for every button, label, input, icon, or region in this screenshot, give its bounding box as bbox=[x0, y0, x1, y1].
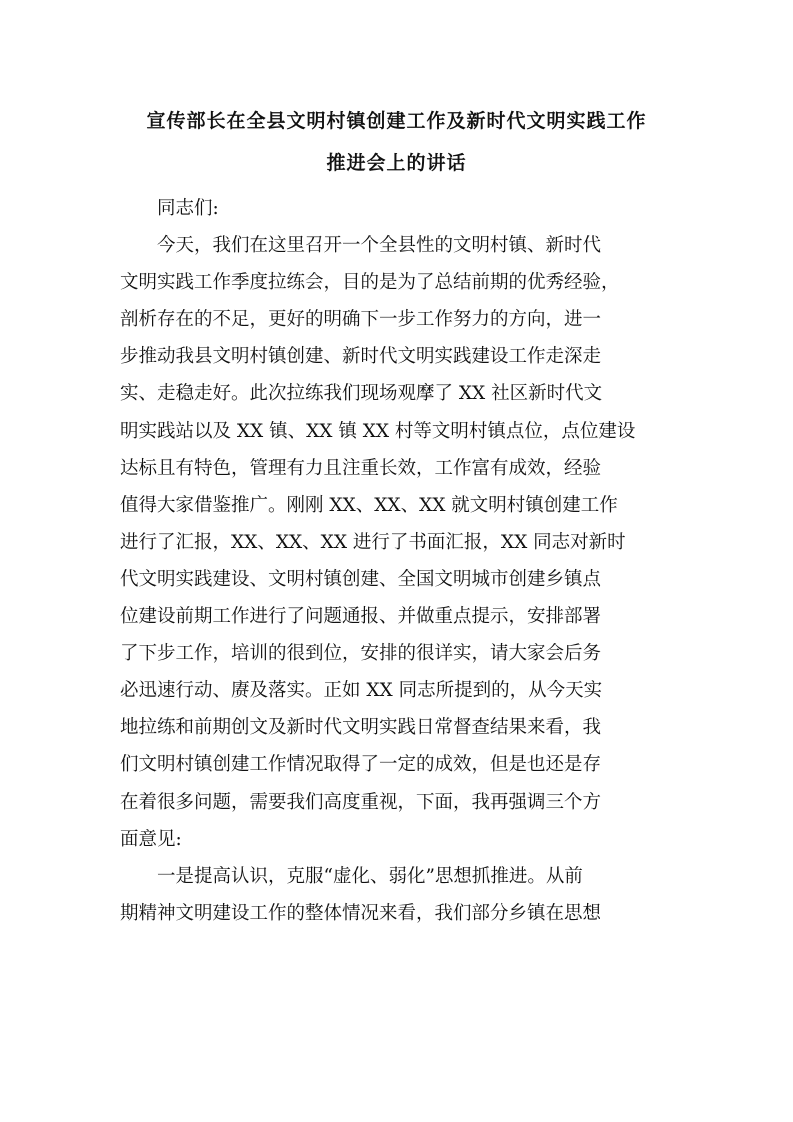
body-line: 了下步工作，培训的很到位，安排的很详实，请大家会后务 bbox=[120, 643, 602, 665]
body-line: 值得大家借鉴推广。刚刚 XX、XX、XX 就文明村镇创建工作 bbox=[120, 494, 618, 516]
body-line: 面意见: bbox=[120, 828, 182, 850]
body-line: 进行了汇报，XX、XX、XX 进行了书面汇报，XX 同志对新时 bbox=[120, 531, 626, 553]
body-line: 们文明村镇创建工作情况取得了一定的成效，但是也还是存 bbox=[120, 754, 602, 776]
body-line: 在着很多问题，需要我们高度重视，下面，我再强调三个方 bbox=[120, 791, 602, 813]
body-line: 必迅速行动、赓及落实。正如 XX 同志所提到的，从今天实 bbox=[120, 680, 603, 702]
document-body bbox=[120, 190, 680, 932]
body-line: 步推动我县文明村镇创建、新时代文明实践建设工作走深走 bbox=[120, 346, 602, 368]
body-line: 地拉练和前期创文及新时代文明实践日常督查结果来看，我 bbox=[120, 717, 602, 739]
document-title-line-1: 宣传部长在全县文明村镇创建工作及新时代文明实践工作 bbox=[146, 110, 647, 132]
body-line: 达标且有特色，管理有力且注重长效，工作富有成效，经验 bbox=[120, 457, 602, 479]
body-line: 位建设前期工作进行了问题通报、并做重点提示，安排部署 bbox=[120, 606, 602, 628]
body-line: 剖析存在的不足，更好的明确下一步工作努力的方向，进一 bbox=[120, 309, 602, 331]
body-line: 一是提高认识，克服“虚化、弱化”思想抓推进。从前 bbox=[157, 865, 583, 887]
body-line: 期精神文明建设工作的整体情况来看，我们部分乡镇在思想 bbox=[120, 902, 602, 924]
body-line: 明实践站以及 XX 镇、XX 镇 XX 村等文明村镇点位，点位建设 bbox=[120, 420, 636, 442]
salutation: 同志们: bbox=[157, 198, 219, 219]
body-line: 实、走稳走好。此次拉练我们现场观摩了 XX 社区新时代文 bbox=[120, 383, 603, 405]
body-line: 代文明实践建设、文明村镇创建、全国文明城市创建乡镇点 bbox=[120, 568, 602, 590]
document-title-line-2: 推进会上的讲话 bbox=[326, 152, 467, 174]
body-line: 今天，我们在这里召开一个全县性的文明村镇、新时代 bbox=[157, 235, 602, 257]
body-line: 文明实践工作季度拉练会，目的是为了总结前期的优秀经验， bbox=[120, 272, 620, 294]
